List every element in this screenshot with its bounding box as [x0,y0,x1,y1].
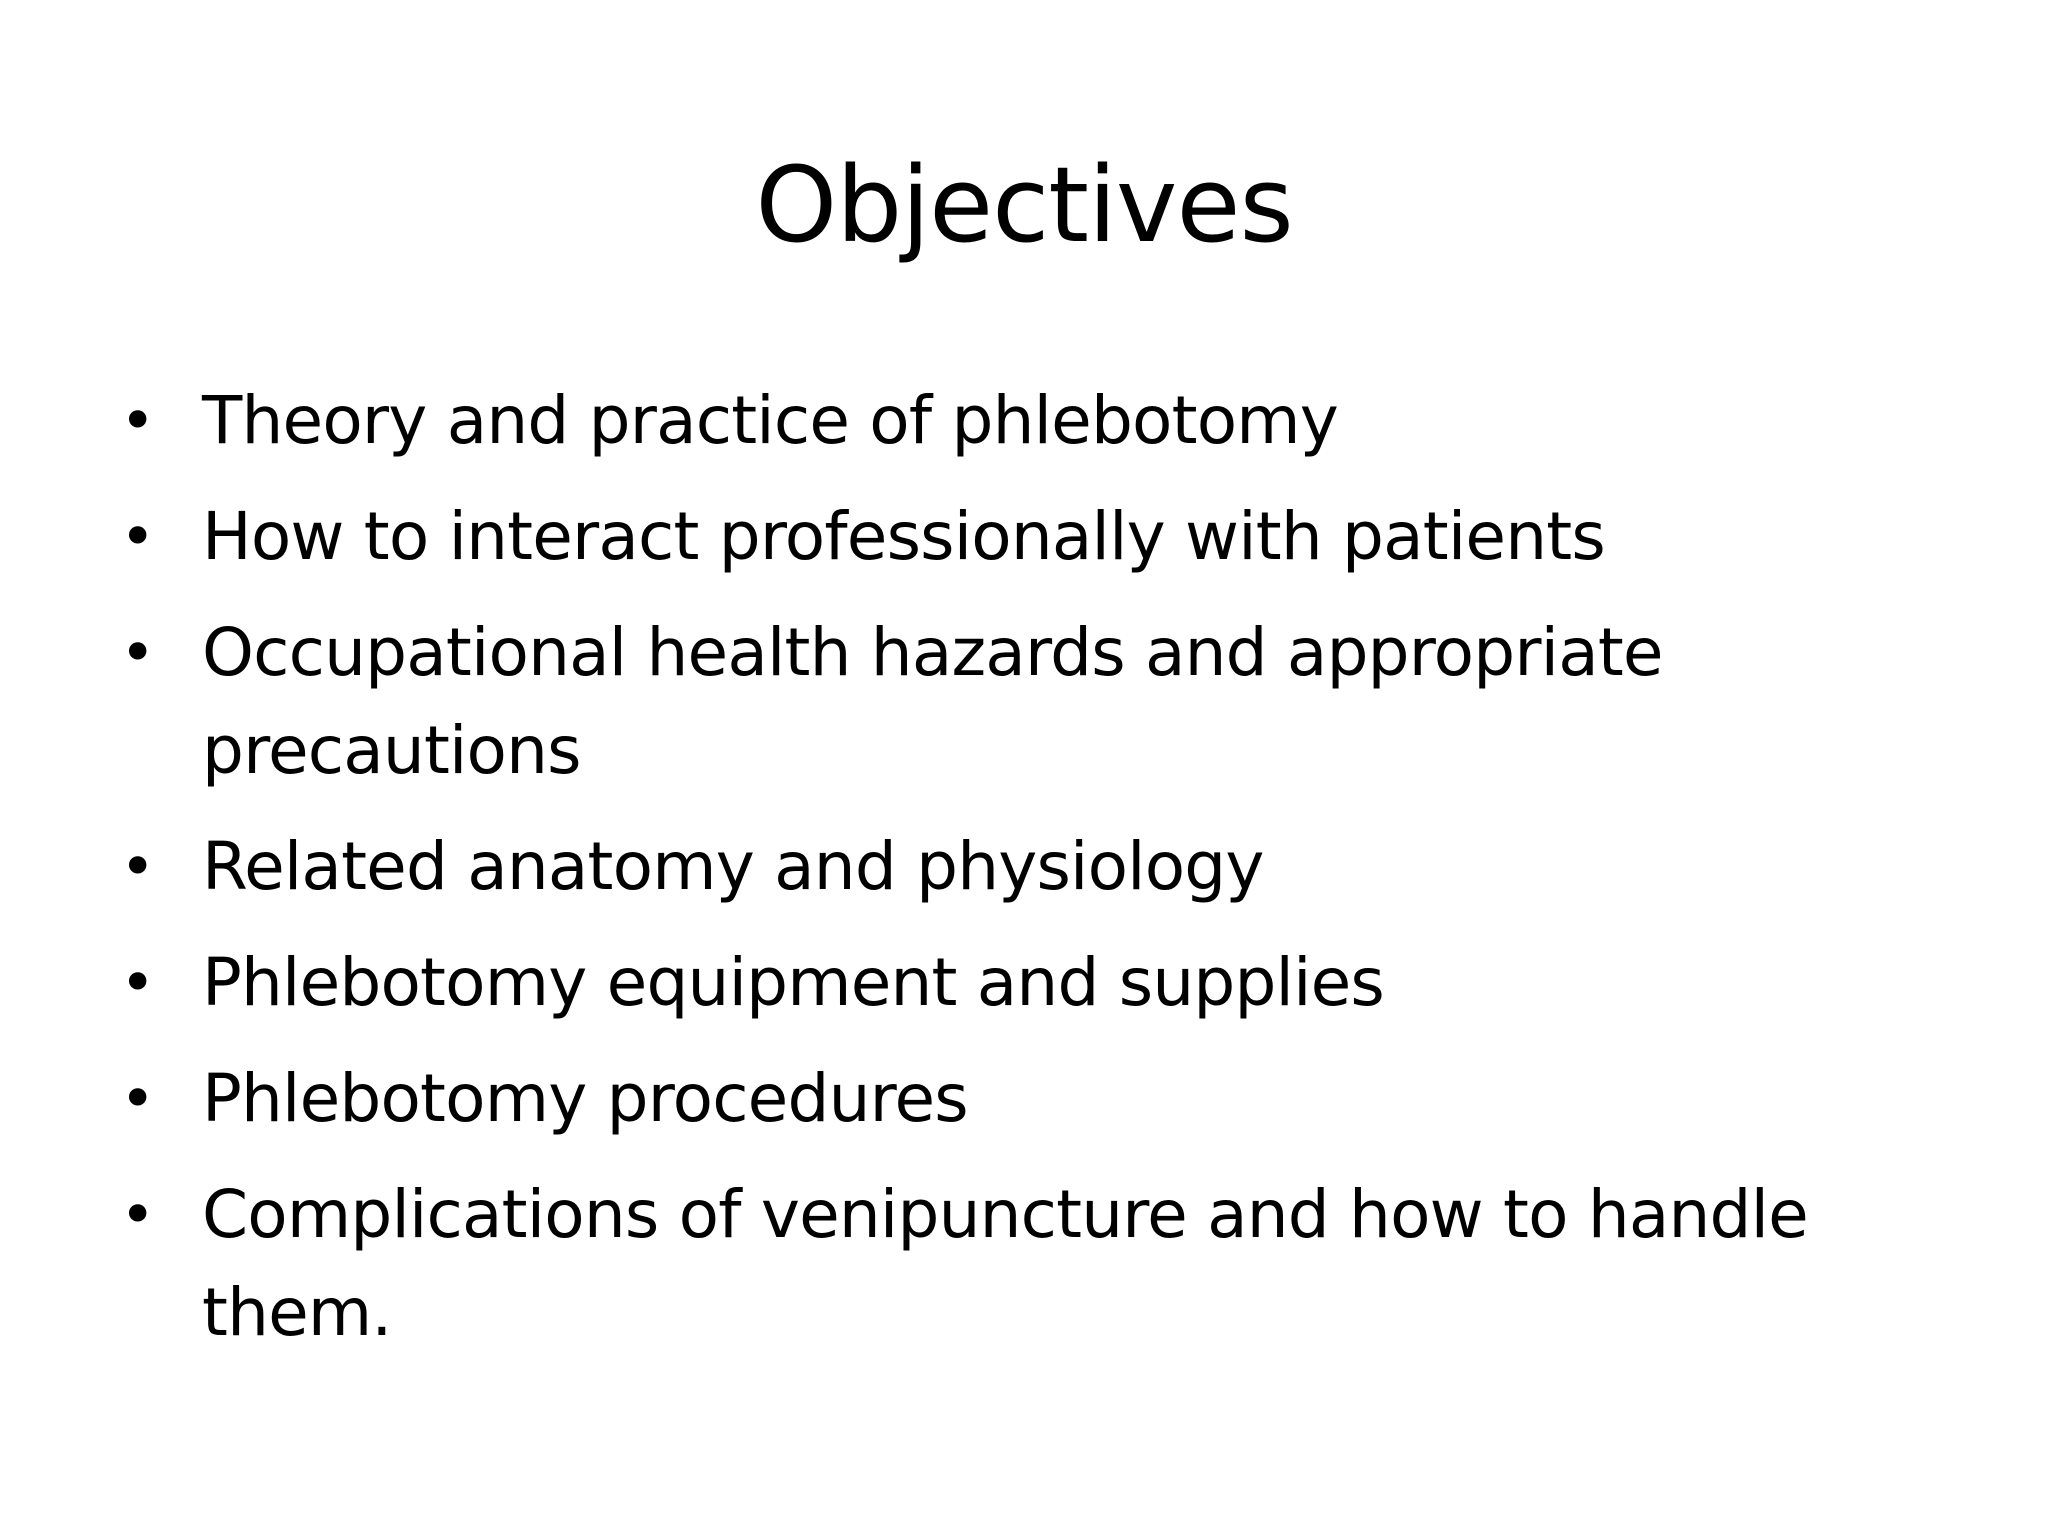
list-item [120,1166,1920,1362]
bullet-icon: • [120,386,155,456]
list-item-text: Theory and practice of phlebotomy [202,382,1339,459]
list-item [120,372,1920,470]
slide-title: Objectives [755,144,1293,266]
list-item [120,488,1920,586]
list-item-text: Phlebotomy procedures [202,1060,968,1137]
list-item-text: Occupational health hazards and appropriate precautions [202,614,1663,789]
bullet-icon: • [120,618,155,688]
list-item [120,1050,1920,1148]
bullet-icon: • [120,1180,155,1250]
list-item-text: Complications of venipuncture and how to handle them. [202,1176,1808,1351]
list-item-text: Related anatomy and physiology [202,828,1264,905]
list-item [120,934,1920,1032]
list-item [120,818,1920,916]
list-item [120,604,1920,800]
bullet-icon: • [120,1064,155,1134]
objectives-list [120,372,1920,1380]
list-item-text: How to interact professionally with patients [202,498,1605,575]
bullet-icon: • [120,948,155,1018]
bullet-icon: • [120,832,155,902]
bullet-icon: • [120,502,155,572]
list-item-text: Phlebotomy equipment and supplies [202,944,1384,1021]
